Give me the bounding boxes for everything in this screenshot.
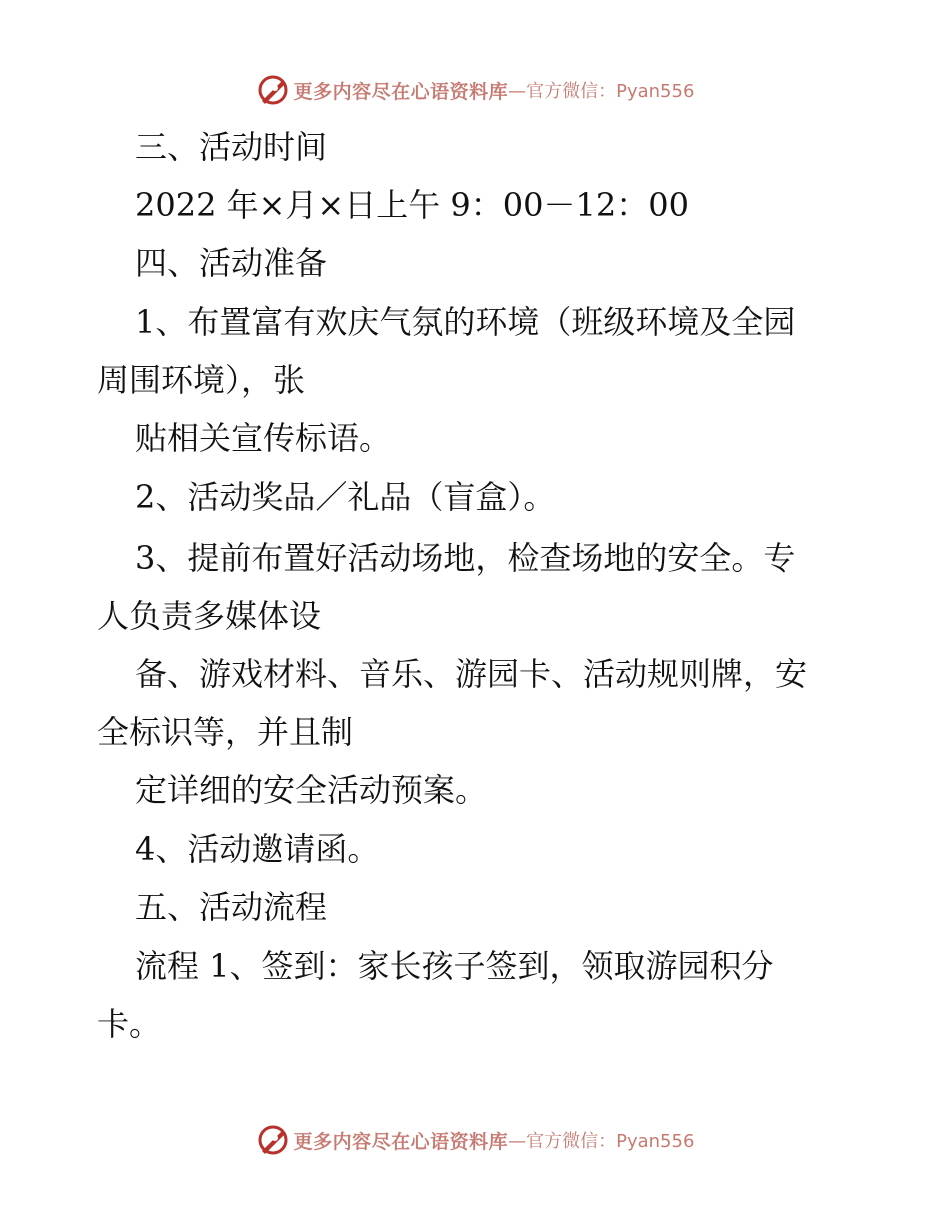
paragraph-line: 人负责多媒体设 [97, 597, 322, 635]
quill-pen-circle-icon [256, 73, 290, 107]
paragraph-line: 流程 1、签到：家长孩子签到，领取游园积分 [135, 947, 774, 985]
paragraph-line: 卡。 [97, 1005, 162, 1043]
quill-pen-circle-icon [256, 1123, 290, 1157]
paragraph-line: 备、游戏材料、音乐、游园卡、活动规则牌，安 [135, 655, 808, 693]
header-banner-wechat: —官方微信：Pyan556 [508, 81, 695, 102]
paragraph-line: 3、提前布置好活动场地，检查场地的安全。专 [135, 539, 796, 577]
paragraph-line: 周围环境），张 [97, 361, 306, 399]
section-heading-time: 三、活动时间 [135, 128, 328, 166]
footer-banner [0, 1120, 950, 1160]
paragraph-line: 定详细的安全活动预案。 [135, 771, 488, 809]
footer-banner-wechat: —官方微信：Pyan556 [508, 1131, 695, 1152]
paragraph-line: 1、布置富有欢庆气氛的环境（班级环境及全园 [135, 303, 796, 341]
paragraph-line: 贴相关宣传标语。 [135, 419, 392, 457]
footer-banner-title: 更多内容尽在心语资料库 [293, 1130, 509, 1153]
paragraph-line: 全标识等，并且制 [97, 713, 354, 751]
paragraph-line: 4、活动邀请函。 [135, 830, 380, 868]
time-text: 2022 年×月×日上午 9：00－12：00 [135, 186, 689, 224]
section-heading-process: 五、活动流程 [135, 888, 328, 926]
header-banner-title: 更多内容尽在心语资料库 [293, 80, 509, 103]
header-banner [0, 70, 950, 110]
section-heading-preparation: 四、活动准备 [135, 244, 328, 282]
paragraph-line: 2、活动奖品／礼品（盲盒）。 [135, 478, 556, 516]
